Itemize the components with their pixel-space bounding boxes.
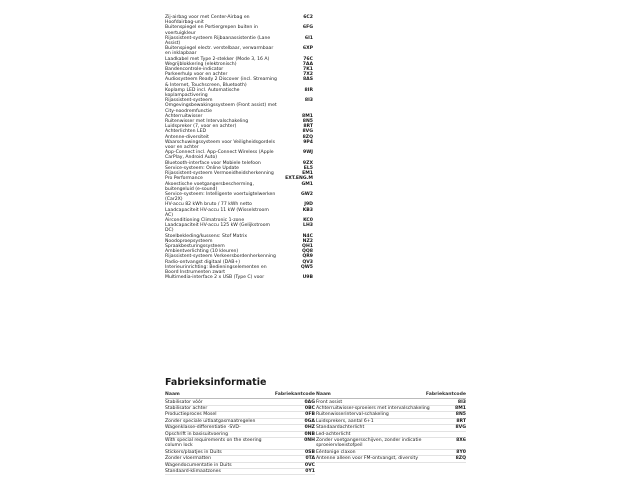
option-name: Rijassistent-systeem Rijbaanassistentie (Lane Assist) [165, 35, 271, 47]
option-name: Bluetooth-interface voor Mobiele telefoon [165, 160, 261, 166]
list-item [165, 275, 313, 280]
option-code: 6XP [302, 46, 313, 52]
option-name: Pro Performance [165, 176, 203, 182]
option-code: 6FG [302, 25, 313, 31]
option-code: GM1 [301, 181, 313, 187]
list-item [165, 25, 313, 35]
option-code: 0NB [304, 431, 315, 437]
option-name: App-Connect incl. App-Connect Wireless (Apple CarPlay, Android Auto) [165, 150, 274, 161]
option-name: Multimedia-interface 2 x USB (Type C) voor [165, 275, 265, 281]
option-name: Noodoproepsysteem [165, 238, 213, 244]
option-code: 8X6 [456, 437, 466, 443]
list-item [316, 438, 466, 450]
option-code: 9P4 [303, 139, 313, 145]
option-name: Radio-ontvangst digitaal (DAB+) [165, 259, 241, 265]
list-item [165, 192, 313, 202]
option-code: 0FB [305, 412, 315, 418]
option-code: EM1 [302, 171, 313, 177]
option-code: 8IR [304, 87, 313, 93]
option-name: With special requirements on the steering column lock [165, 437, 262, 449]
option-code: 7AA [302, 61, 313, 67]
option-name: Wegrijblokkering (elektronisch) [165, 61, 237, 67]
column-header-code: Fabriekantcode [274, 392, 315, 397]
option-name: Laadcapaciteit HV-accu 11 kW (Wisselstroom AC) [165, 207, 269, 218]
option-name: Rijassistent-systeem Verkeersbordenherkenning [165, 254, 276, 260]
option-code: 9WJ [303, 150, 313, 156]
option-name: Luidsprekers, aantal 6+1 [316, 418, 374, 424]
option-code: QV3 [302, 259, 313, 265]
option-code: GW2 [300, 191, 313, 197]
option-name: Akoestische voetgangersbescherming, buitengeluid (e-sound) [165, 181, 254, 192]
option-code: 9ZX [302, 160, 313, 166]
list-item [165, 36, 313, 46]
option-code: 8I3 [304, 98, 313, 104]
option-code: 8VG [302, 129, 313, 135]
option-code: QQ8 [301, 249, 313, 255]
option-code: 8ZQ [302, 134, 313, 140]
option-name: Achterruitwisser [165, 113, 203, 119]
option-code: 8VG [455, 425, 466, 431]
options-list [165, 15, 313, 280]
option-code: QH1 [302, 243, 313, 249]
option-name: Led-achterlicht [316, 431, 351, 437]
list-item [165, 150, 313, 160]
column-header-name: Naam [165, 392, 180, 397]
option-code: 8M1 [302, 113, 313, 119]
option-code: QR9 [302, 254, 313, 260]
option-name: Stoelbekleding/kussens: Stof Matrix [165, 233, 248, 239]
option-name: Ambientverlichting (10 kleuren) [165, 249, 239, 255]
list-item [165, 438, 315, 450]
list-item [165, 223, 313, 233]
list-item [165, 77, 313, 87]
option-code: 6I1 [304, 35, 313, 41]
option-code: 8ZQ [455, 456, 466, 462]
option-code: 8I3 [457, 399, 466, 405]
option-code: 0TA [305, 456, 315, 462]
list-item [165, 469, 315, 475]
option-code: 0VC [304, 462, 315, 468]
option-name: Achterlichten LED [165, 129, 207, 135]
option-name: Opschrift in basisuitvoering [165, 431, 229, 437]
option-name: Wagendocumentatie in Duits [165, 462, 232, 468]
factory-table-header [165, 392, 315, 399]
column-header-name: Naam [316, 392, 331, 397]
option-code: N4C [302, 233, 313, 239]
option-code: 0GA [304, 418, 315, 424]
option-code: QW5 [300, 264, 313, 270]
option-name: Standaardachterlicht [316, 425, 365, 431]
factory-table-header [316, 392, 466, 399]
option-name: Zij-airbag voor met Center-Airbag en Hoofdairbag-unit [165, 15, 250, 26]
option-code: J9D [304, 202, 313, 208]
list-item [165, 88, 313, 98]
list-item [165, 98, 313, 114]
option-code: 8M1 [455, 405, 466, 411]
option-code: EL5 [303, 165, 313, 171]
option-name: HV-accu 82 kWh bruto / 77 kWh netto [165, 202, 252, 208]
option-name: Buitenspiegel en Portiergrepen buiten in voertuigkleur [165, 25, 258, 36]
option-name: Laadkabel met Type 2-stekker (Mode 3, 16 A) [165, 56, 270, 62]
option-name: Zonder speciale uitlaatgasmaatregelen [165, 418, 256, 424]
option-name: Buitenspiegel electr. verstelbaar, verwarmbaar en inklapbaar [165, 46, 274, 57]
option-code: KB3 [302, 207, 313, 213]
option-code: 7K1 [303, 67, 313, 73]
option-name: Antenne alleen voor FM-ontvangst, diversity [316, 456, 419, 462]
option-code: 0HZ [304, 425, 315, 431]
option-name: Parkeerhulp voor en achter [165, 72, 228, 78]
list-item [165, 15, 313, 25]
option-name: Eéntonige claxon [316, 449, 356, 455]
option-name: Zonder voetgangersschijven, zonder indicatie sproeiervloeistofpeil [316, 437, 422, 449]
option-name: Antenne-diversiteit [165, 134, 209, 140]
option-name: Zonder vloermatten [165, 456, 212, 462]
option-code: 8N5 [455, 412, 466, 418]
option-code: 8AS [302, 77, 313, 83]
option-code: 8RT [303, 124, 313, 130]
option-name: Wagenklasse-differentiatie -SVD- [165, 425, 241, 431]
list-item [165, 208, 313, 218]
option-code: U9B [302, 275, 313, 281]
option-name: Productieproces Mosel [165, 412, 217, 418]
option-code: EXT.ENG.M [285, 176, 313, 182]
option-code: 8RT [456, 418, 466, 424]
option-code: 0SB [304, 449, 315, 455]
option-code: 0Y1 [305, 468, 315, 474]
option-code: 0AG [304, 399, 315, 405]
factory-info-title: Fabrieksinformatie [165, 377, 267, 388]
option-name: Interieurinrichting: Bedieningselementen en Boord Instrumenten zwart [165, 264, 267, 275]
option-name: Rijassistent-systeem Omgevingsbewakingssysteem (Front assist) met City-noodremfunctie [165, 98, 277, 114]
option-name: Rijassistent-systeem Vermoeidheidsherkenning [165, 171, 274, 177]
option-name: Front assist [316, 399, 343, 405]
option-name: Airconditioning Climatronic 1-zone [165, 217, 245, 223]
option-name: Service-systeem: Intelligente voertuigtelwerken (Car2X) [165, 191, 276, 203]
option-name: Service-systeem: Online Update [165, 165, 239, 171]
option-name: Luidspreker (7, voor en achter) [165, 124, 237, 130]
option-name: Ruitenwisser met Intervalschakeling [165, 119, 249, 125]
factory-table-right [316, 392, 466, 463]
option-name: Spraakbesturingssysteem [165, 243, 225, 249]
option-code: NZ2 [302, 238, 313, 244]
option-name: Standaard-klimaatzones [165, 468, 221, 474]
option-code: 6C2 [303, 15, 313, 20]
list-item [165, 46, 313, 56]
option-name: Achterruitwisser-sproeiers met intervalschakeling [316, 405, 430, 411]
option-code: 7X2 [303, 72, 313, 78]
option-code: 0BC [304, 405, 315, 411]
option-code: 8N5 [302, 119, 313, 125]
option-code: LH3 [303, 223, 313, 229]
option-code: KC0 [303, 217, 313, 223]
option-code: 0NH [304, 437, 315, 443]
option-name: Ruitenwisserinterval-schakeling [316, 412, 389, 418]
option-name: Stabilisator vóór [165, 399, 203, 405]
option-name: Stickers/plaatjes in Duits [165, 449, 222, 455]
option-code: 76C [303, 56, 313, 62]
option-name: Audiosysteem Ready 2 Discover (incl. Streaming & Internet, Touchscreen, Bluetooth) [165, 77, 277, 88]
list-item [316, 456, 466, 462]
option-name: Stabilisator achter [165, 405, 208, 411]
list-item [165, 140, 313, 150]
option-code: 8Y0 [456, 449, 466, 455]
column-header-code: Fabriekantcode [425, 392, 466, 397]
list-item [165, 265, 313, 275]
option-name: Koplamp LED incl. Automatische koplampactivering [165, 87, 240, 99]
option-name: Bandencontrole-indicator [165, 67, 224, 73]
factory-table-left [165, 392, 315, 475]
option-name: Laadcapaciteit HV-accu 125 kW (Gelijkstroom DC) [165, 223, 271, 234]
list-item [165, 182, 313, 192]
option-name: Waarschuwingssysteem voor Veiligheidsgordels voor en achter [165, 139, 275, 151]
